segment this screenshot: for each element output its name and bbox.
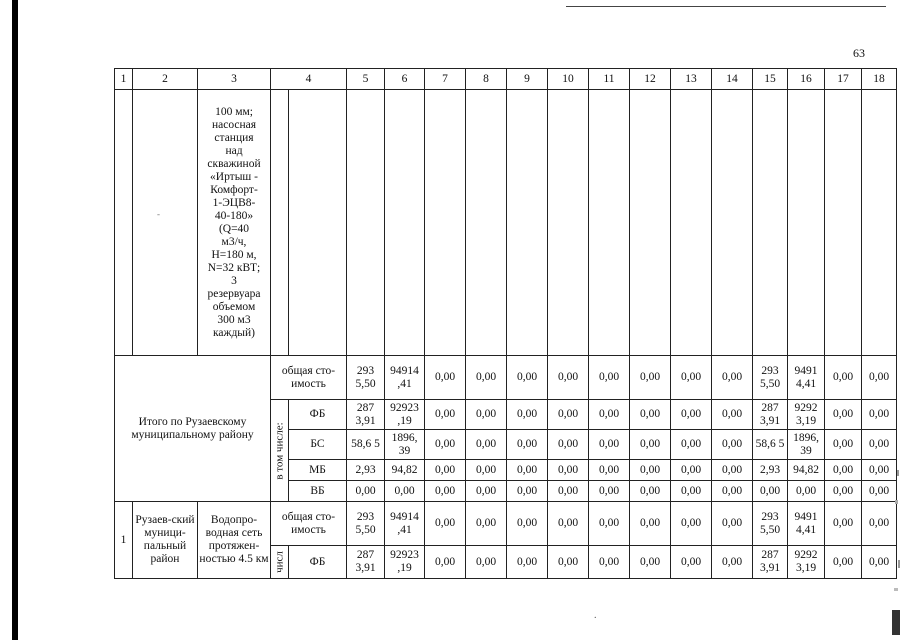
value-cell: 2,93 [347,460,385,481]
value-cell: 0,00 [466,430,507,460]
empty-cell [385,90,425,356]
header-row [115,69,897,90]
value-cell: 0,00 [425,400,466,430]
description-line: объемом [212,300,256,313]
value-cell: 0,00 [825,481,862,502]
value-cell: 92923 ,19 [385,546,425,579]
value-cell: 0,00 [466,460,507,481]
including-cell [271,400,289,502]
including-cell [271,546,289,579]
value-cell: 0,00 [466,481,507,502]
budget-table [114,68,897,579]
value-cell: 0,00 [630,546,671,579]
value-cell: 0,00 [347,481,385,502]
empty-cell [133,90,198,356]
scan-dot: . [594,610,597,621]
description-line: 100 мм; [215,105,253,118]
value-cell: 0,00 [507,400,548,430]
header-cell: 17 [825,69,862,90]
continuation-row [115,90,897,356]
value-cell: 0,00 [862,481,897,502]
header-cell: 10 [548,69,589,90]
empty-cell [507,90,548,356]
value-cell: 0,00 [788,481,825,502]
value-cell: 94914 ,41 [385,356,425,400]
value-cell: 0,00 [507,460,548,481]
value-cell: 0,00 [630,356,671,400]
source-label: ВБ [289,481,347,502]
value-cell: 287 3,91 [347,400,385,430]
value-cell: 2,93 [753,460,788,481]
scan-edge-marks [890,470,902,635]
value-cell: 293 5,50 [347,356,385,400]
value-cell: 0,00 [425,430,466,460]
header-cell: 6 [385,69,425,90]
value-cell: 0,00 [862,546,897,579]
value-cell: 0,00 [466,546,507,579]
description-line: резервуара [207,287,261,300]
value-cell: 0,00 [507,430,548,460]
empty-cell [466,90,507,356]
value-cell: 0,00 [589,546,630,579]
value-cell: 0,00 [671,502,712,546]
value-cell: 0,00 [862,356,897,400]
value-cell: 58,6 5 [347,430,385,460]
header-cell: 8 [466,69,507,90]
value-cell: 0,00 [466,400,507,430]
value-cell: 0,00 [630,460,671,481]
description-line: насосная [211,118,257,131]
value-cell: 0,00 [589,400,630,430]
value-cell: 0,00 [548,546,589,579]
value-cell: 1896, 39 [385,430,425,460]
value-cell: 0,00 [425,546,466,579]
page-number: 63 [853,46,865,60]
value-cell: 0,00 [425,356,466,400]
value-cell: 1896, 39 [788,430,825,460]
value-cell: 0,00 [862,502,897,546]
value-cell: 0,00 [630,502,671,546]
value-cell: 0,00 [385,481,425,502]
empty-cell [862,90,897,356]
source-label: ФБ [289,400,347,430]
value-cell: 94,82 [788,460,825,481]
value-cell: 0,00 [712,546,753,579]
value-cell: 0,00 [671,460,712,481]
value-cell: 287 3,91 [753,400,788,430]
value-cell: 9491 4,41 [788,502,825,546]
description-line: м3/ч, [221,235,247,248]
item-number: 1 [115,502,133,579]
cost-label: общая сто-имость [271,356,347,400]
value-cell: 0,00 [425,481,466,502]
district-name: Рузаев-ский муници-пальный район [133,502,198,579]
value-cell: 293 5,50 [753,356,788,400]
itogo-row [115,356,897,400]
value-cell: 0,00 [825,356,862,400]
value-cell: 0,00 [548,460,589,481]
description-line: 300 м3 [217,313,251,326]
empty-cell [589,90,630,356]
header-cell: 2 [133,69,198,90]
value-cell: 0,00 [671,400,712,430]
source-label: МБ [289,460,347,481]
description-line: каждый) [212,326,256,339]
value-cell: 0,00 [548,430,589,460]
value-cell: 0,00 [548,481,589,502]
value-cell: 0,00 [671,430,712,460]
source-label: БС [289,430,347,460]
value-cell: 0,00 [548,356,589,400]
description-line: H=180 м, [211,248,257,261]
value-cell: 0,00 [712,430,753,460]
empty-cell [289,90,347,356]
item-description: Водопро-водная сеть протяжен-ностью 4.5 км [198,502,271,579]
description-line: скважиной [207,157,261,170]
value-cell: 0,00 [712,460,753,481]
value-cell: 0,00 [589,481,630,502]
value-cell: 0,00 [825,430,862,460]
top-rule [566,6,886,7]
including-label: числ [273,551,285,573]
value-cell: 0,00 [825,546,862,579]
binder-edge [12,0,18,640]
description-line: «Иртыш - [210,170,258,183]
value-cell: 0,00 [825,502,862,546]
empty-cell [825,90,862,356]
value-cell: 0,00 [589,502,630,546]
header-cell: 1 [115,69,133,90]
value-cell: 58,6 5 [753,430,788,460]
value-cell: 0,00 [589,356,630,400]
value-cell: 0,00 [548,502,589,546]
description-line: станция [214,131,254,144]
empty-cell [753,90,788,356]
empty-cell [548,90,589,356]
value-cell: 293 5,50 [347,502,385,546]
empty-cell [630,90,671,356]
value-cell: 0,00 [507,356,548,400]
value-cell: 0,00 [630,400,671,430]
value-cell: 0,00 [507,481,548,502]
value-cell: 0,00 [507,502,548,546]
value-cell: 9292 3,19 [788,400,825,430]
stray-mark: - [157,209,160,219]
header-cell: 16 [788,69,825,90]
value-cell: 94914 ,41 [385,502,425,546]
empty-cell [115,90,133,356]
value-cell: 0,00 [862,400,897,430]
value-cell: 0,00 [671,481,712,502]
description-line: 3 [231,274,237,287]
value-cell: 0,00 [712,356,753,400]
value-cell: 0,00 [425,460,466,481]
header-cell: 15 [753,69,788,90]
empty-cell [347,90,385,356]
value-cell: 0,00 [712,502,753,546]
value-cell: 0,00 [712,481,753,502]
value-cell: 0,00 [548,400,589,430]
value-cell: 0,00 [630,430,671,460]
header-cell: 12 [630,69,671,90]
description-line: 1-ЭЦВ8- [212,196,256,209]
empty-cell [425,90,466,356]
value-cell: 0,00 [507,546,548,579]
header-cell: 4 [271,69,347,90]
header-cell: 18 [862,69,897,90]
header-cell: 9 [507,69,548,90]
value-cell: 0,00 [825,400,862,430]
value-cell: 287 3,91 [753,546,788,579]
itogo-title: Итого по Рузаевскому муниципальному району [115,356,271,502]
header-cell: 11 [589,69,630,90]
value-cell: 0,00 [671,356,712,400]
header-cell: 7 [425,69,466,90]
including-label: в том числе: [273,421,285,480]
description-line: Комфорт- [210,183,258,196]
empty-cell [271,90,289,356]
value-cell: 0,00 [630,481,671,502]
value-cell: 0,00 [753,481,788,502]
header-cell: 13 [671,69,712,90]
value-cell: 0,00 [712,400,753,430]
header-cell: 3 [198,69,271,90]
description-line: над [225,144,243,157]
value-cell: 0,00 [589,430,630,460]
value-cell: 0,00 [425,502,466,546]
description-cell [198,90,271,356]
value-cell: 0,00 [466,502,507,546]
description-line: 40-180» [214,209,254,222]
value-cell: 9292 3,19 [788,546,825,579]
description-line: N=32 кВТ; [207,261,261,274]
value-cell: 0,00 [589,460,630,481]
item-row [115,502,897,546]
value-cell: 0,00 [825,460,862,481]
cost-label: общая сто-имость [271,502,347,546]
value-cell: 0,00 [466,356,507,400]
empty-cell [671,90,712,356]
header-cell: 14 [712,69,753,90]
value-cell: 0,00 [862,430,897,460]
value-cell: 287 3,91 [347,546,385,579]
value-cell: 293 5,50 [753,502,788,546]
value-cell: 94,82 [385,460,425,481]
value-cell: 0,00 [671,546,712,579]
value-cell: 0,00 [862,460,897,481]
source-label: ФБ [289,546,347,579]
header-cell: 5 [347,69,385,90]
description-line: (Q=40 [218,222,250,235]
value-cell: 92923 ,19 [385,400,425,430]
value-cell: 9491 4,41 [788,356,825,400]
empty-cell [712,90,753,356]
empty-cell [788,90,825,356]
